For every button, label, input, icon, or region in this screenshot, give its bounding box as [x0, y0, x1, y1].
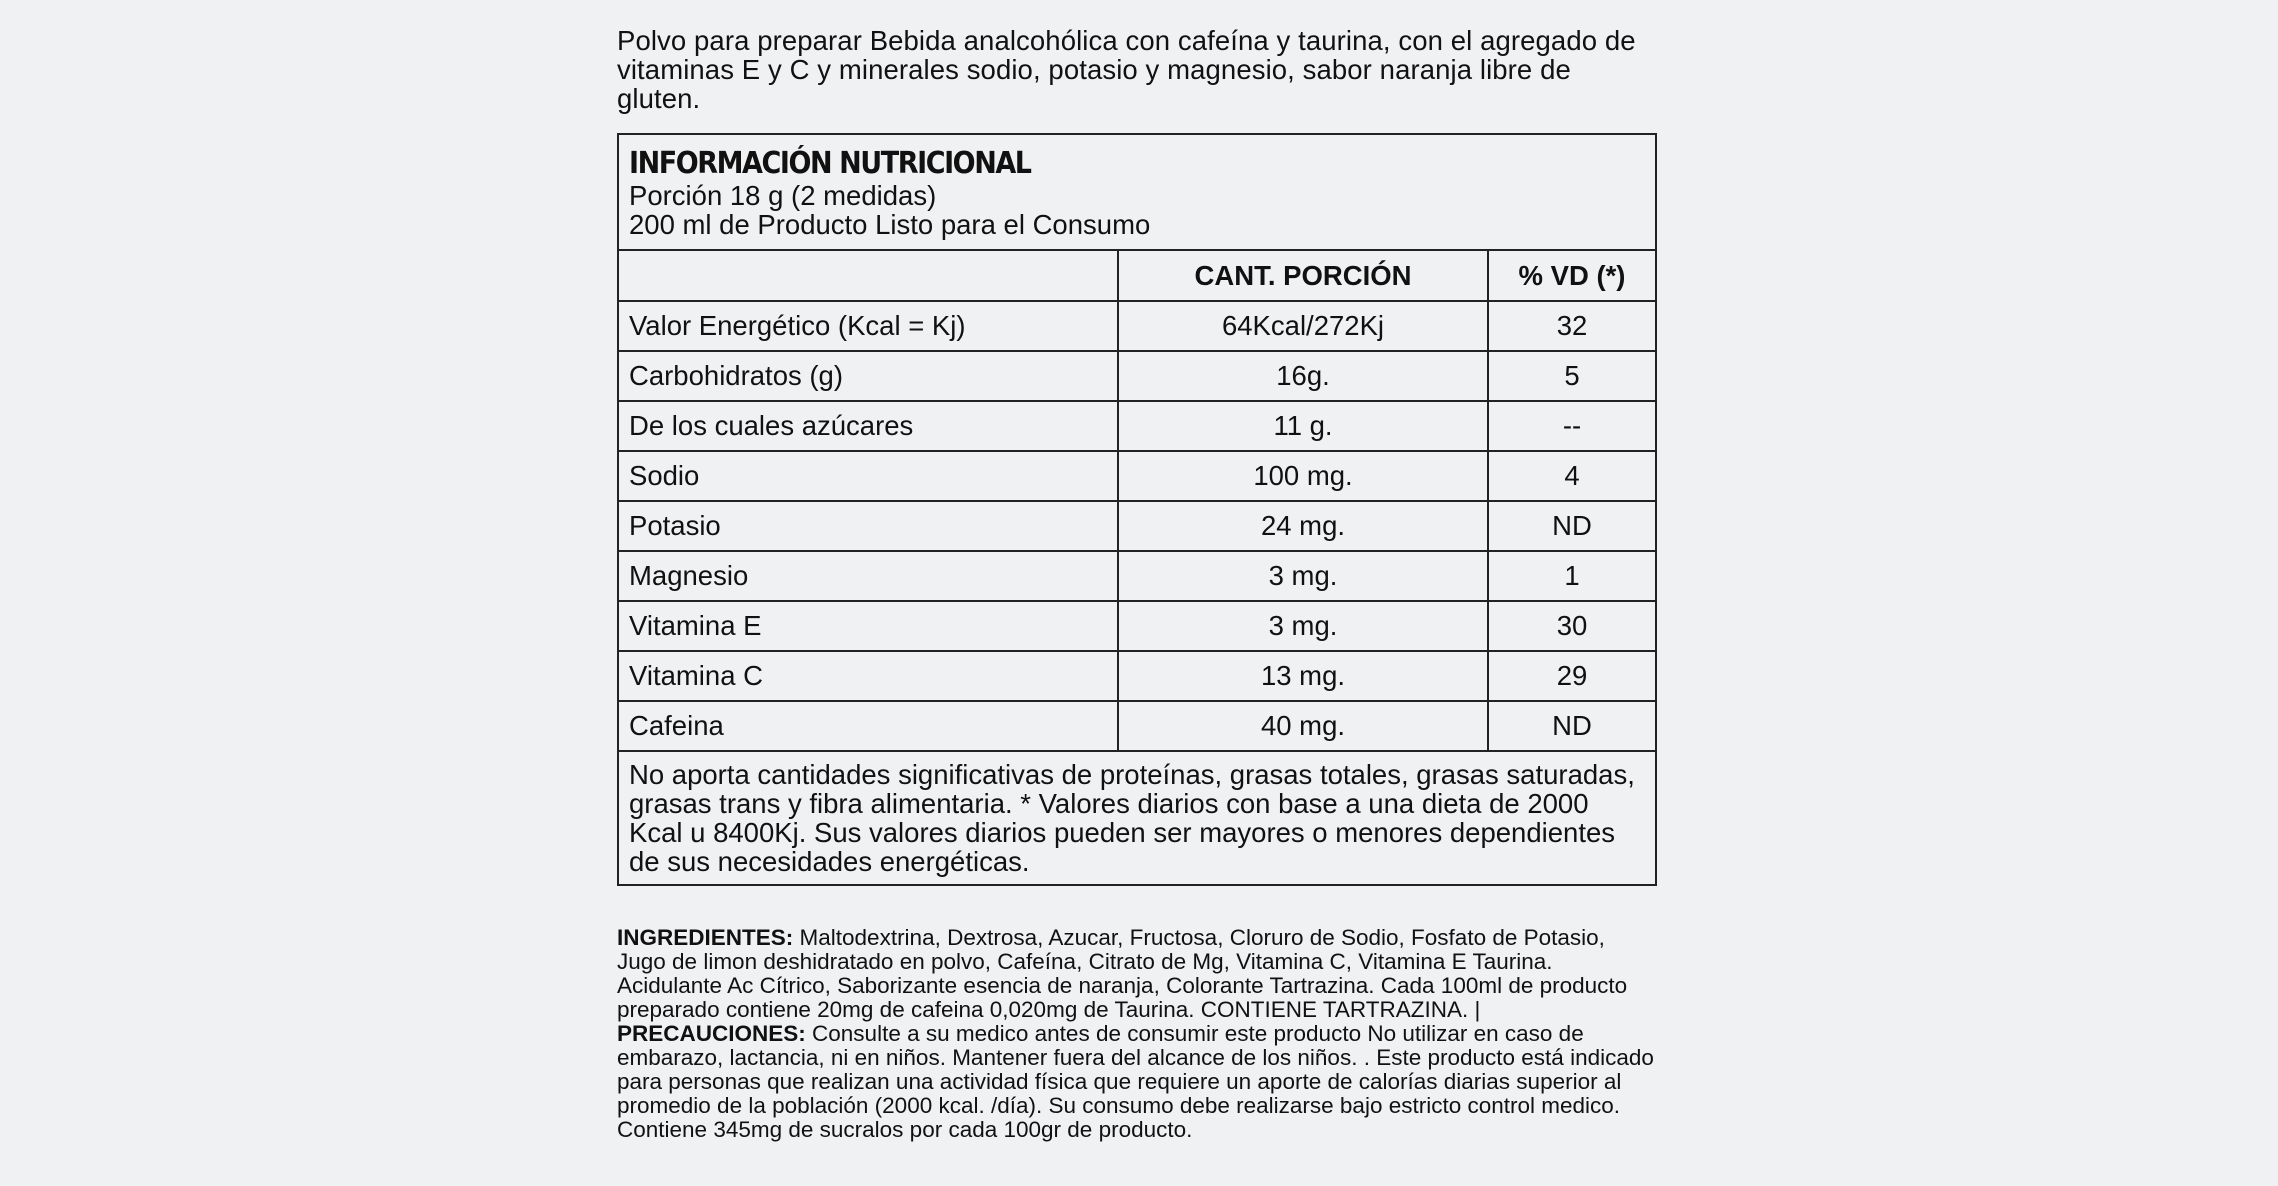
nutrient-amount: 24 mg. [1118, 501, 1488, 551]
table-header-row [619, 251, 1655, 301]
nutrient-name: Vitamina E [619, 601, 1118, 651]
nutrient-daily-value: 30 [1488, 601, 1655, 651]
nutrition-header [619, 135, 1655, 251]
table-row [619, 651, 1655, 701]
nutrient-name: Potasio [619, 501, 1118, 551]
nutrient-name: De los cuales azúcares [619, 401, 1118, 451]
nutrient-amount: 64Kcal/272Kj [1118, 301, 1488, 351]
nutrient-daily-value: 4 [1488, 451, 1655, 501]
nutrient-amount: 3 mg. [1118, 551, 1488, 601]
table-row [619, 351, 1655, 401]
nutrient-daily-value: 5 [1488, 351, 1655, 401]
nutrient-amount: 3 mg. [1118, 601, 1488, 651]
nutrient-name: Vitamina C [619, 651, 1118, 701]
table-row [619, 301, 1655, 351]
nutrient-amount: 16g. [1118, 351, 1488, 401]
nutrient-amount: 100 mg. [1118, 451, 1488, 501]
label-content [617, 26, 1657, 1142]
nutrient-name: Magnesio [619, 551, 1118, 601]
nutrient-daily-value: 32 [1488, 301, 1655, 351]
table-row [619, 551, 1655, 601]
header-daily-value: % VD (*) [1488, 251, 1655, 301]
product-description: Polvo para preparar Bebida analcohólica con cafeína y taurina, con el agregado de vitaminas E y C y minerales sodio, potasio y magnesio, sabor naranja libre de gluten. [617, 25, 1636, 114]
table-row [619, 601, 1655, 651]
nutrient-name: Valor Energético (Kcal = Kj) [619, 301, 1118, 351]
header-nutrient [619, 251, 1118, 301]
nutrient-amount: 40 mg. [1118, 701, 1488, 751]
table-row [619, 501, 1655, 551]
table-row [619, 401, 1655, 451]
nutrient-daily-value: 1 [1488, 551, 1655, 601]
serving-size: Porción 18 g (2 medidas) [629, 180, 937, 211]
nutrient-amount: 13 mg. [1118, 651, 1488, 701]
precautions-label: PRECAUCIONES: [617, 1021, 806, 1046]
table-row [619, 451, 1655, 501]
nutrient-daily-value: -- [1488, 401, 1655, 451]
ready-to-drink-volume: 200 ml de Producto Listo para el Consumo [629, 209, 1151, 240]
nutrient-name: Sodio [619, 451, 1118, 501]
ingredients-text: Maltodextrina, Dextrosa, Azucar, Fructosa, Cloruro de Sodio, Fosfato de Potasio, Jugo de limon deshidratado en polvo, Cafeína, Citrato de Mg, Vitamina C, Vitamina E Taurina. Acidulante Ac Cítrico, Saborizante esencia de naranja, Colorante Tartrazina. Cada 100ml de producto preparado contiene 20mg de cafeina 0,020mg de Taurina. CONTIENE TARTRAZINA. | [617, 925, 1628, 1022]
table-row [619, 701, 1655, 751]
nutrient-name: Carbohidratos (g) [619, 351, 1118, 401]
nutrition-title: INFORMACIÓN NUTRICIONAL [629, 146, 1031, 181]
ingredients-label: INGREDIENTES: [617, 925, 794, 950]
nutrition-footnote: No aporta cantidades significativas de proteínas, grasas totales, grasas saturadas, grasas trans y fibra alimentaria. * Valores diarios con base a una dieta de 2000 Kcal u 8400Kj. Sus valores diarios pueden ser mayores o menores dependientes de sus necesidades energéticas. [629, 759, 1635, 877]
nutrient-amount: 11 g. [1118, 401, 1488, 451]
nutrient-daily-value: ND [1488, 701, 1655, 751]
header-amount-per-serving: CANT. PORCIÓN [1118, 251, 1488, 301]
nutrition-table [619, 251, 1655, 752]
nutrient-daily-value: 29 [1488, 651, 1655, 701]
ingredients-block [617, 926, 1657, 1142]
nutrition-facts-panel [617, 133, 1657, 886]
nutrient-name: Cafeina [619, 701, 1118, 751]
precautions-text: Consulte a su medico antes de consumir este producto No utilizar en caso de embarazo, lactancia, ni en niños. Mantener fuera del alcance de los niños. . Este producto está indicado para personas que realizan una actividad física que requiere un aporte de calorías diarias superior al promedio de la población (2000 kcal. /día). Su consumo debe realizarse bajo estricto control medico. Contiene 345mg de sucralos por cada 100gr de producto. [617, 1021, 1654, 1142]
nutrient-daily-value: ND [1488, 501, 1655, 551]
